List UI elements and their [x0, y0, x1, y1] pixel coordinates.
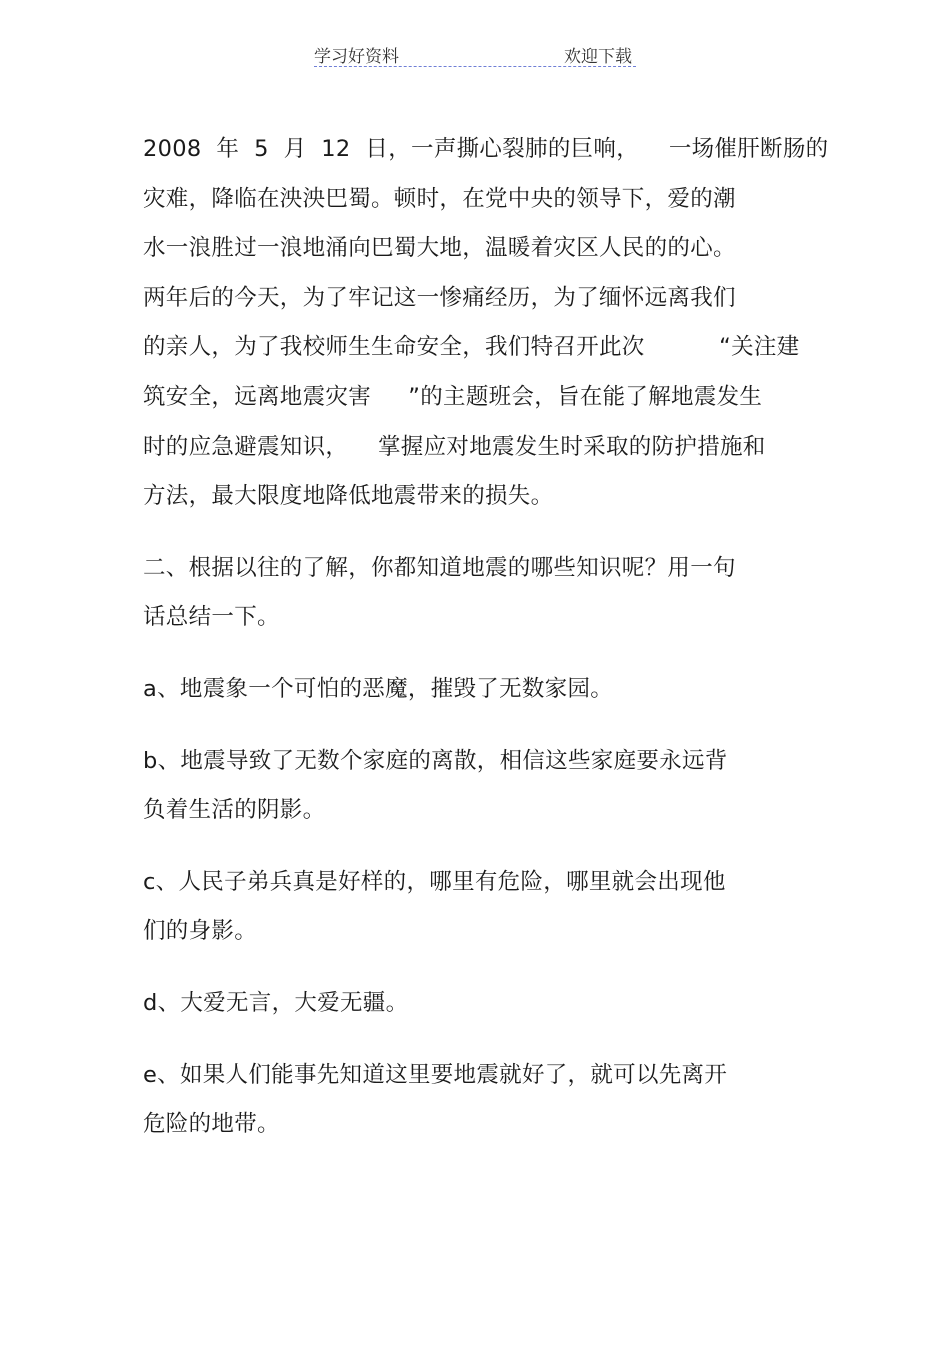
- intro-line-8: 方法，最大限度地降低地震带来的损失。: [143, 483, 554, 510]
- document-body: [143, 125, 829, 1150]
- intro-line-2: 灾难，降临在泱泱巴蜀。顿时，在党中央的领导下，爱的潮: [143, 185, 736, 212]
- answer-c-line-1: c、人民子弟兵真是好样的，哪里有危险，哪里就会出现他: [143, 868, 726, 895]
- question-line-2: 话总结一下。: [143, 604, 280, 631]
- header-right-text: 欢迎下载: [564, 47, 632, 67]
- answer-a: [143, 665, 823, 715]
- intro-line-6: 筑安全，远离地震灾害 ”的主题班会，旨在能了解地震发生: [143, 383, 763, 410]
- question-line-1: 二、根据以往的了解，你都知道地震的哪些知识呢？用一句: [143, 554, 736, 581]
- answer-e-line-1: e、如果人们能事先知道这里要地震就好了，就可以先离开: [143, 1061, 728, 1088]
- intro-line-1: 2008 年 5 月 12 日，一声撕心裂肺的巨响， 一场催肝断肠的: [143, 136, 829, 162]
- answer-e-line-2: 危险的地带。: [143, 1111, 280, 1138]
- question-paragraph: [143, 544, 823, 643]
- answer-c: [143, 858, 823, 957]
- answer-d: [143, 979, 823, 1029]
- answer-d-line-1: d、大爱无言，大爱无疆。: [143, 989, 409, 1016]
- intro-line-7: 时的应急避震知识， 掌握应对地震发生时采取的防护措施和: [143, 433, 766, 460]
- intro-line-3: 水一浪胜过一浪地涌向巴蜀大地，温暖着灾区人民的的心。: [143, 235, 736, 262]
- intro-line-5: 的亲人，为了我校师生生命安全，我们特召开此次 “关注建: [143, 334, 800, 361]
- header-left-text: 学习好资料: [314, 47, 399, 67]
- intro-line-4: 两年后的今天，为了牢记这一惨痛经历，为了缅怀远离我们: [143, 284, 736, 311]
- page-header: [314, 40, 636, 67]
- answer-c-line-2: 们的身影。: [143, 918, 258, 945]
- answer-e: [143, 1051, 823, 1150]
- answer-a-line-1: a、地震象一个可怕的恶魔，摧毁了无数家园。: [143, 675, 614, 702]
- answer-b: [143, 737, 823, 836]
- answer-b-line-2: 负着生活的阴影。: [143, 797, 326, 824]
- answer-b-line-1: b、地震导致了无数个家庭的离散，相信这些家庭要永远背: [143, 747, 728, 774]
- intro-paragraph: [143, 125, 829, 522]
